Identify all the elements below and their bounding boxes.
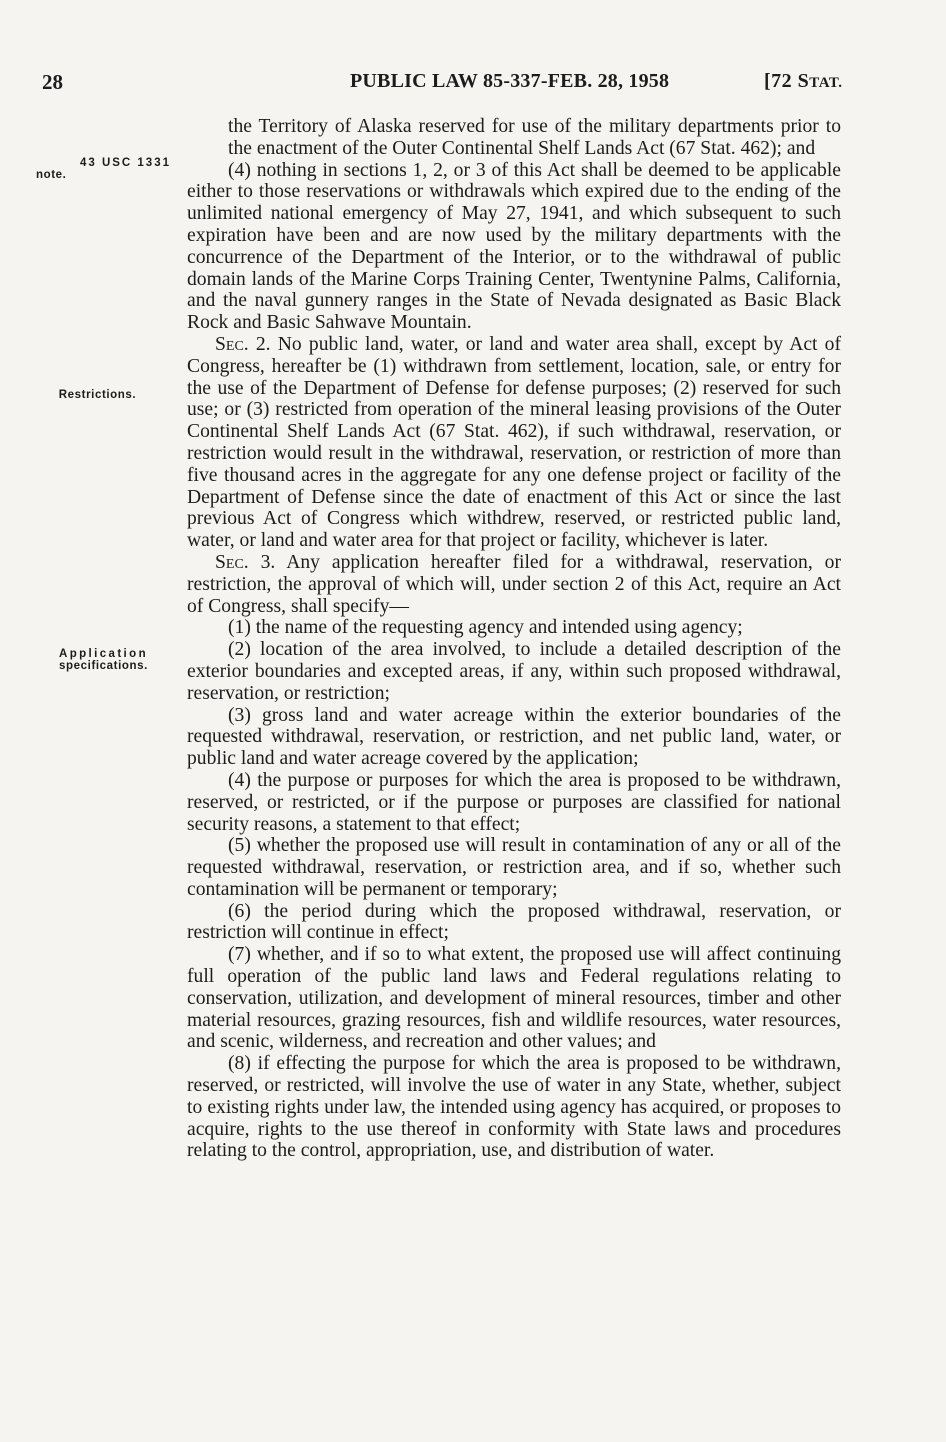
margin-note-application-line2: specifications.	[59, 660, 148, 672]
margin-note-application-line1: Application	[58, 648, 148, 660]
margin-note-usc	[22, 157, 177, 181]
paragraph-item-4: (4) nothing in sections 1, 2, or 3 of this Act shall be deemed to be applicable either to those reservations or withdrawals which expired due to the ending of the unlimited national emergency of May 27, 1941, and which subsequent to such expiration have been and are now used by the military departments with the concurrence of the Department of the Interior, or to the withdrawal of public domain lands of the Marine Corps Training Center, Twentynine Palms, California, and the naval gunnery ranges in the State of Nevada designated as Basic Black Rock and Basic Sahwave Mountain.	[187, 159, 841, 334]
page-number: 28	[42, 70, 63, 94]
section-3-label: Sec. 3.	[215, 551, 276, 573]
margin-note-usc-line2: note.	[36, 169, 67, 181]
section-3	[187, 552, 841, 617]
page-header	[0, 70, 946, 100]
margin-note-application	[26, 648, 181, 672]
section-2-label: Sec. 2.	[215, 333, 271, 355]
list-item: (8) if effecting the purpose for which the area is proposed to be withdrawn, reserved, or restricted, will involve the use of water in any State, whether, subject to existing rights under law, the intended using agency has acquired, or proposes to acquire, rights to the use thereof in conformity with State laws and procedures relating to the control, appropriation, use, and distribution of water.	[187, 1053, 841, 1162]
running-title: PUBLIC LAW 85-337-FEB. 28, 1958	[350, 70, 670, 92]
margin-note-usc-line1: 43 USC 1331	[79, 157, 171, 169]
list-item: (3) gross land and water acreage within the exterior boundaries of the requested withdrawal, reservation, or restriction, and net public land, water, or public land and water acreage covered by the application;	[187, 704, 841, 770]
statute-reference-suffix: TAT.	[809, 75, 843, 91]
list-item: (2) location of the area involved, to include a detailed description of the exterior boundaries and excepted areas, if any, within such proposed withdrawal, reservation, or restriction;	[187, 639, 841, 704]
list-item: (6) the period during which the proposed withdrawal, reservation, or restriction will continue in effect;	[187, 900, 841, 944]
list-item: (1) the name of the requesting agency and intended using agency;	[228, 617, 743, 639]
margin-note-restrictions: Restrictions.	[58, 389, 137, 401]
paragraph-continuation: the Territory of Alaska reserved for use of the military departments prior to the enactment of the Outer Continental Shelf Lands Act (67 Stat. 462); and	[228, 116, 841, 159]
statute-reference	[764, 70, 843, 93]
list-item: (4) the purpose or purposes for which the area is proposed to be withdrawn, reserved, or restricted, or if the purpose or purposes are classified for national security reasons, a statement to that effect;	[187, 769, 841, 835]
list-item: (7) whether, and if so to what extent, the proposed use will affect continuing full operation of the public land laws and Federal regulations relating to conservation, utilization, and development of mineral resources, timber and other material resources, grazing resources, fish and wildlife resources, water resources, and scenic, wilderness, and recreation and other values; and	[187, 944, 841, 1053]
statute-reference-prefix: [72 S	[764, 70, 810, 92]
section-2	[187, 334, 841, 552]
body-text	[187, 116, 841, 1162]
section-2-text: No public land, water, or land and water area shall, except by Act of Congress, hereafter be (1) withdrawn from settlement, location, sale, or entry for the use of the Department of Defense for defense purposes; (2) reserved for such use; or (3) restricted from operation of the mineral leasing provisions of the Outer Continental Shelf Lands Act (67 Stat. 462), if such withdrawal, reservation, or restriction would result in the withdrawal, reservation, or restriction of more than five thousand acres in the aggregate for any one defense project or facility of the Department of Defense since the date of enactment of this Act or since the last previous Act of Congress which withdrew, reserved, or restricted public land, water, or land and water area for that project or facility, whichever is later.	[187, 333, 841, 552]
list-item: (5) whether the proposed use will result in contamination of any or all of the requested withdrawal, reservation, or restriction area, and if so, whether such contamination will be permanent or temporary;	[187, 835, 841, 900]
section-3-text: Any application hereafter filed for a withdrawal, reservation, or restriction, the approval of which will, under section 2 of this Act, require an Act of Congress, shall specify—	[187, 551, 841, 617]
